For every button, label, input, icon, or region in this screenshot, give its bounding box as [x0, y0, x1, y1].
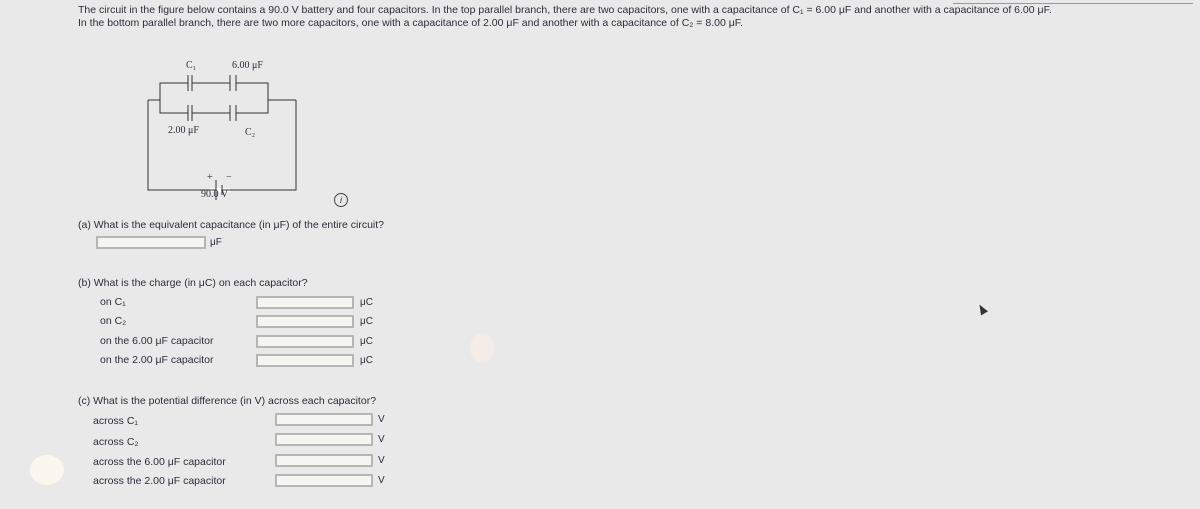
screen-glare-left — [30, 455, 64, 485]
battery-plus-label: + — [207, 172, 213, 183]
b-row-2-unit: μC — [360, 316, 373, 327]
b-row-2-label: on C₂ — [100, 315, 127, 327]
c-row-4-input[interactable] — [275, 474, 373, 487]
screen-glare — [470, 333, 494, 363]
c-row-3-input[interactable] — [275, 454, 373, 467]
c-row-2-input[interactable] — [275, 433, 373, 446]
question-a: (a) What is the equivalent capacitance (in μF) of the entire circuit? — [78, 219, 385, 231]
c-row-1-label: across C₁ — [93, 415, 138, 427]
problem-line-2: In the bottom parallel branch, there are two more capacitors, one with a capacitance of 2.00 μF and another with a capacitance of C₂ = 8.00 μF. — [78, 17, 743, 29]
question-b: (b) What is the charge (in μC) on each capacitor? — [78, 277, 308, 289]
c-row-1-unit: V — [378, 414, 385, 425]
c-row-3-label: across the 6.00 μF capacitor — [93, 456, 226, 468]
c2-label: C₂ — [245, 127, 256, 138]
c-row-4-unit: V — [378, 475, 385, 486]
c-row-2-unit: V — [378, 434, 385, 445]
answer-a-unit: μF — [210, 237, 222, 248]
b-row-3-input[interactable] — [256, 335, 354, 348]
b-row-3-label: on the 6.00 μF capacitor — [100, 335, 214, 347]
c1-label: C₁ — [186, 60, 197, 71]
c-row-3-unit: V — [378, 455, 385, 466]
question-c: (c) What is the potential difference (in V) across each capacitor? — [78, 395, 377, 407]
b-row-3-unit: μC — [360, 336, 373, 347]
b-row-1-input[interactable] — [256, 296, 354, 309]
c-row-2-label: across C₂ — [93, 436, 139, 448]
problem-line-1: The circuit in the figure below contains a 90.0 V battery and four capacitors. In the top parallel branch, there are two capacitors, one with a capacitance of C₁ = 6.00 μF and another with a capacitance of 6.00 μF. — [78, 4, 1052, 16]
b-row-4-unit: μC — [360, 355, 373, 366]
battery-voltage-label: 90.0 V — [201, 189, 229, 200]
info-icon[interactable]: i — [334, 193, 348, 207]
b-row-1-unit: μC — [360, 297, 373, 308]
top-right-capacitor-label: 6.00 μF — [232, 60, 263, 71]
c-row-1-input[interactable] — [275, 413, 373, 426]
c-row-4-label: across the 2.00 μF capacitor — [93, 475, 226, 487]
problem-statement — [78, 4, 1198, 30]
bottom-left-capacitor-label: 2.00 μF — [168, 125, 199, 136]
b-row-1-label: on C₁ — [100, 296, 126, 308]
b-row-4-input[interactable] — [256, 354, 354, 367]
b-row-4-label: on the 2.00 μF capacitor — [100, 354, 214, 366]
answer-a-input[interactable] — [96, 236, 206, 249]
battery-minus-label: − — [226, 172, 232, 183]
circuit-diagram — [140, 55, 310, 205]
mouse-cursor-icon — [976, 303, 988, 316]
b-row-2-input[interactable] — [256, 315, 354, 328]
